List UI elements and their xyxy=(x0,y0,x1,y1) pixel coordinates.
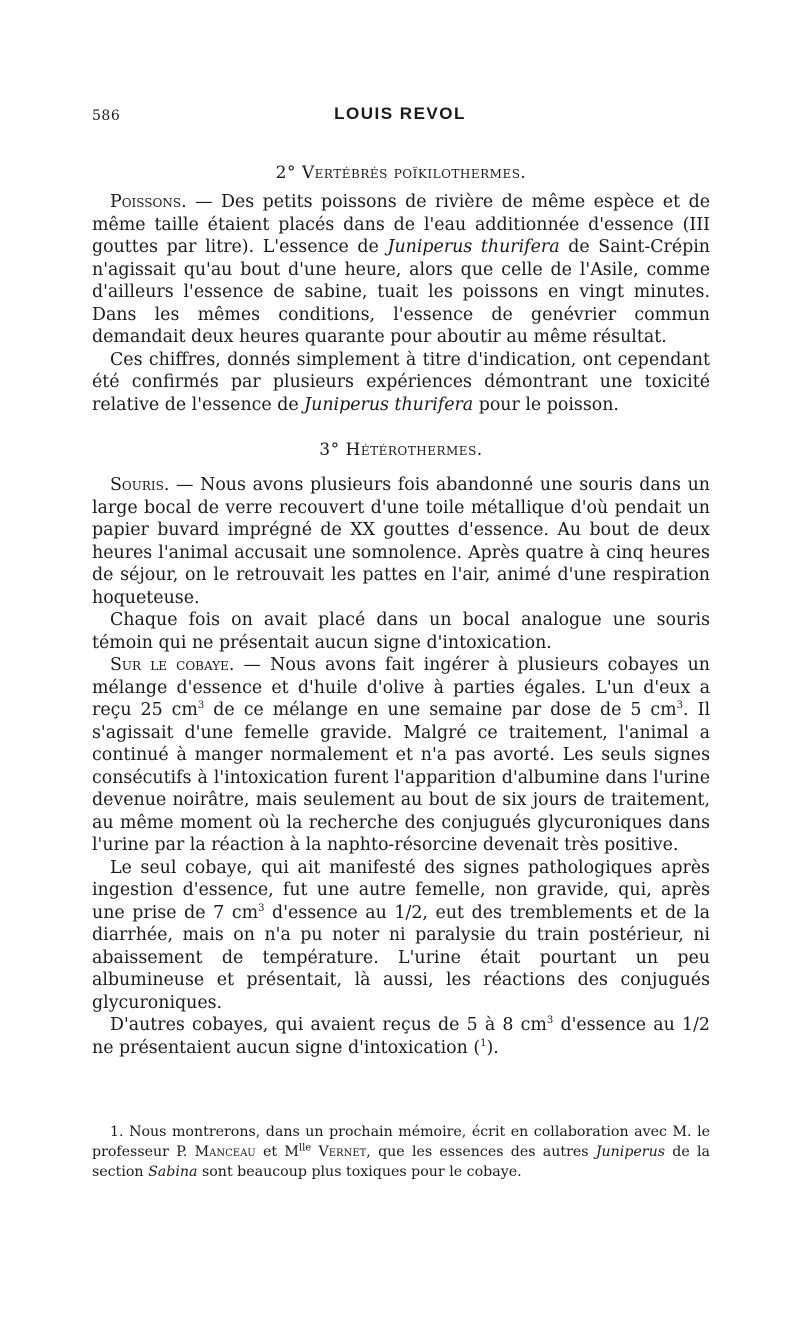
section-title: Hétérothermes. xyxy=(345,440,483,460)
superscript: 3 xyxy=(258,902,265,914)
superscript: 3 xyxy=(197,700,205,712)
text-run: d'essence au 1/2 ne présentaient aucun signe d'intoxication ( xyxy=(92,1015,710,1058)
section-heading-poikilothermes xyxy=(92,161,710,185)
paragraph-lead: Poissons. xyxy=(110,192,187,212)
person-name: Manceau xyxy=(194,1144,256,1160)
text-run: — Des petits poissons de rivière de même espèce et de même taille étaient placés dans de l'eau additionnée d'essence (III gouttes par litre). L'essence de xyxy=(92,192,710,257)
species-name: Juniperus thurifera xyxy=(304,394,474,415)
text-run: Chaque fois on avait placé dans un bocal analogue une souris témoin qui ne présentait aucun signe d'intoxication. xyxy=(92,610,710,653)
page-body xyxy=(92,155,710,1059)
text-run: d'essence au 1/2, eut des tremblements et de la diarrhée, mais on n'a pu noter ni paralysie du train postérieur, ni abaissement de température. L'urine était pourtant un peu albumineuse et présentait, là aussi, les réactions des conjugués glycuroniques. xyxy=(92,902,711,1013)
superscript: 3 xyxy=(546,1015,554,1027)
text-run: — Nous avons plusieurs fois abandonné une souris dans un large bocal de verre recouvert d'une toile métallique d'où pendait un papier buvard imprégné de XX gouttes d'essence. Au bout de deux heures l'animal accusait une somnolence. Après quatre à cinq heures de séjour, on le retrouvait les pattes en l'air, animé d'une respiration hoqueteuse. xyxy=(92,475,710,608)
text-run: sont beaucoup plus toxiques pour le cobaye. xyxy=(197,1164,522,1180)
paragraph-cobaye xyxy=(92,654,710,857)
footnotes xyxy=(92,1122,710,1182)
text-run: de ce mélange en une semaine par dose de 5 cm xyxy=(204,700,677,720)
running-head-author: LOUIS REVOL xyxy=(334,104,466,123)
text-run: de Saint-Crépin n'agissait qu'au bout d'une heure, alors que celle de l'Asile, comme d'ailleurs l'essence de sabine, tuait les poissons en vingt minutes. Dans les mêmes conditions, l'essence de genévrier commun demandait deux heures quarante pour aboutir au même résultat. xyxy=(92,237,711,347)
paragraph-temoin xyxy=(92,609,710,654)
text-run: — Nous avons fait ingérer à plusieurs cobayes un mélange d'essence et d'huile d'olive à parties égales. L'un d'eux a reçu 25 cm xyxy=(92,655,710,720)
text-run: de la section xyxy=(92,1144,711,1180)
paragraph-chiffres xyxy=(92,349,710,417)
footnote-marker[interactable]: 1 xyxy=(480,1037,487,1049)
section-name: Sabina xyxy=(148,1164,198,1180)
footnote-1 xyxy=(92,1122,710,1182)
text-run: , que les essences des autres xyxy=(366,1144,596,1160)
person-name: Vernet xyxy=(318,1144,367,1160)
superscript: lle xyxy=(298,1142,312,1154)
text-run xyxy=(311,1144,318,1160)
superscript: 3 xyxy=(676,700,684,712)
section-number: 2° xyxy=(275,163,296,183)
text-run: Ces chiffres, donnés simplement à titre d'indication, ont cependant été confirmés par plusieurs expériences démontrant une toxicité relative de l'essence de xyxy=(92,349,710,415)
text-run: ). xyxy=(486,1037,499,1058)
text-run: pour le poisson. xyxy=(473,394,619,415)
text-run: D'autres cobayes, qui avaient reçus de 5 à 8 cm xyxy=(110,1015,547,1035)
section-title: Vertébrés poïkilothermes. xyxy=(301,163,527,183)
page-number: 586 xyxy=(92,108,121,124)
species-name: Juniperus thurifera xyxy=(387,237,560,257)
paragraph-seul-cobaye xyxy=(92,857,710,1015)
section-heading-heterothermes xyxy=(92,438,710,462)
paragraph-souris xyxy=(92,474,710,609)
text-run: et M xyxy=(255,1144,299,1160)
text-run: 1. Nous montrerons, dans un prochain mémoire, écrit en collaboration avec M. le professeur P. xyxy=(92,1124,710,1160)
genus-name: Juniperus xyxy=(595,1144,666,1160)
text-run: Le seul cobaye, qui ait manifesté des signes pathologiques après ingestion d'essence, fut une autre femelle, non gravide, qui, après une prise de 7 cm xyxy=(92,857,710,923)
text-run: . Il s'agissait d'une femelle gravide. Malgré ce traitement, l'animal a continué à manger normalement et n'a pas avorté. Les seuls signes consécutifs à l'intoxication furent l'apparition d'albumine dans l'urine devenue noirâtre, mais seulement au bout de six jours de traitement, au même moment où la recherche des conjugués glycuroniques dans l'urine par la réaction à la naphto-résorcine devenait très positive. xyxy=(92,700,710,855)
section-number: 3° xyxy=(319,440,340,460)
paragraph-autres-cobayes xyxy=(92,1014,710,1059)
paragraph-lead: Sur le cobaye. xyxy=(110,655,235,675)
page-header xyxy=(0,102,800,132)
paragraph-poissons xyxy=(92,191,710,349)
paragraph-lead: Souris. xyxy=(110,475,170,495)
